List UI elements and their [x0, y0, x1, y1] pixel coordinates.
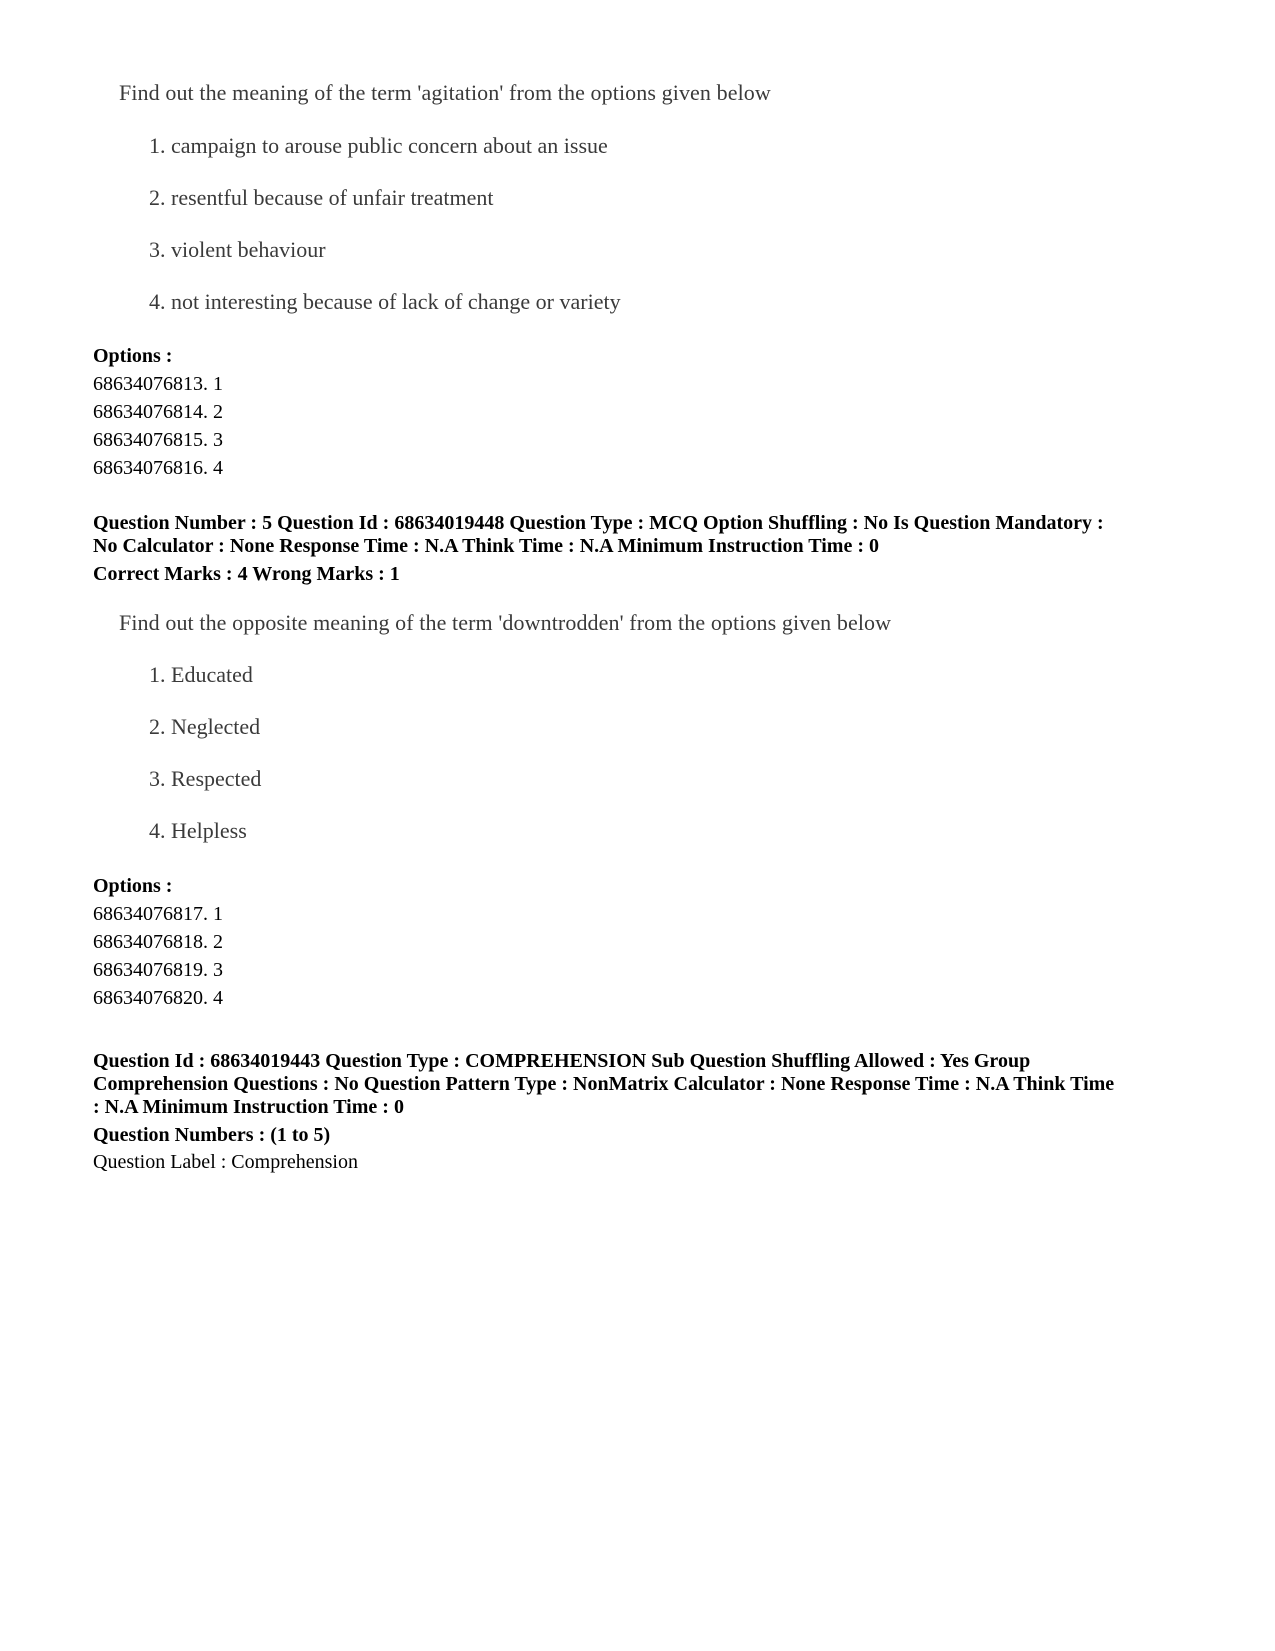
choice-item: 3. Respected — [149, 766, 262, 791]
option-id: 68634076816. 4 — [93, 457, 223, 479]
options-label: Options : — [93, 875, 173, 897]
choice-item: 2. resentful because of unfair treatment — [149, 185, 494, 210]
marks-line: Correct Marks : 4 Wrong Marks : 1 — [93, 563, 400, 585]
option-id: 68634076814. 2 — [93, 401, 223, 423]
choice-item: 2. Neglected — [149, 714, 261, 739]
question-label: Question Label : Comprehension — [93, 1151, 358, 1173]
options-label: Options : — [93, 345, 173, 367]
option-id: 68634076817. 1 — [93, 903, 223, 925]
question-stem: Find out the opposite meaning of the term 'downtrodden' from the options given below — [119, 610, 892, 635]
option-id: 68634076818. 2 — [93, 931, 223, 953]
comprehension-meta-line: : N.A Minimum Instruction Time : 0 — [93, 1096, 404, 1118]
choice-item: 1. Educated — [149, 662, 253, 687]
comprehension-meta-line: Question Id : 68634019443 Question Type : COMPREHENSION Sub Question Shuffling Allowed : Yes Group — [93, 1050, 1031, 1072]
option-id: 68634076815. 3 — [93, 429, 223, 451]
question-meta-line: No Calculator : None Response Time : N.A Think Time : N.A Minimum Instruction Time : 0 — [93, 535, 879, 557]
comprehension-meta-line: Comprehension Questions : No Question Pattern Type : NonMatrix Calculator : None Response Time : N.A Think Time — [93, 1073, 1115, 1095]
question-numbers: Question Numbers : (1 to 5) — [93, 1124, 331, 1146]
option-id: 68634076820. 4 — [93, 987, 223, 1009]
option-id: 68634076813. 1 — [93, 373, 223, 395]
choice-item: 4. not interesting because of lack of change or variety — [149, 289, 621, 314]
choice-item: 1. campaign to arouse public concern about an issue — [149, 133, 608, 158]
choice-item: 3. violent behaviour — [149, 237, 326, 262]
option-id: 68634076819. 3 — [93, 959, 223, 981]
choice-item: 4. Helpless — [149, 818, 247, 843]
question-stem: Find out the meaning of the term 'agitation' from the options given below — [119, 80, 771, 105]
question-meta-line: Question Number : 5 Question Id : 68634019448 Question Type : MCQ Option Shuffling : No Is Question Mandatory : — [93, 512, 1104, 534]
